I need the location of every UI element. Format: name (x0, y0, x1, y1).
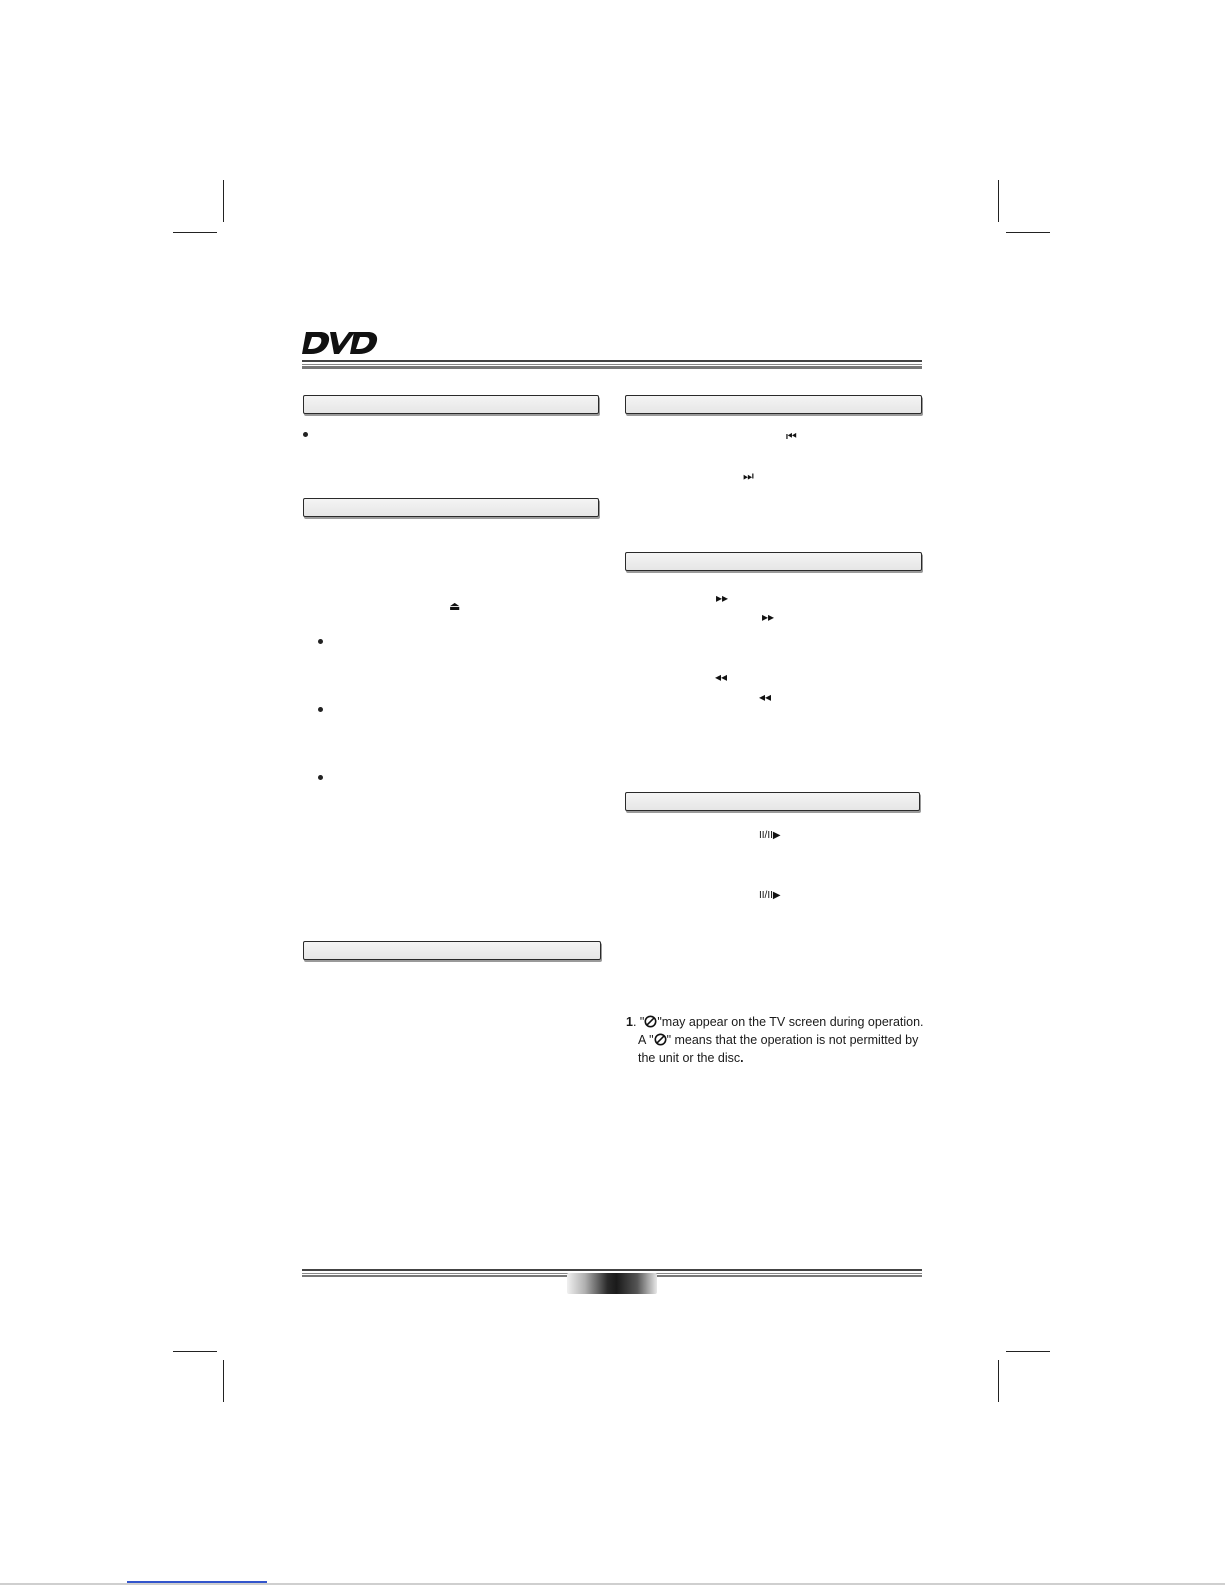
section-header-box (625, 792, 920, 811)
pause-play-icon: II/II▶ (759, 830, 781, 841)
note-text: . " (632, 1015, 645, 1029)
note-line-2 (638, 1031, 928, 1049)
crop-mark (1006, 1351, 1050, 1352)
note-number: 1 (626, 1015, 633, 1029)
dvd-logo (302, 330, 382, 356)
section-header-box (625, 395, 922, 414)
section-header-box (303, 395, 599, 414)
crop-mark (223, 1360, 224, 1402)
pause-play-icon: II/II▶ (759, 890, 781, 901)
bullet (318, 639, 323, 644)
header-rule (302, 364, 922, 365)
fast-forward-icon: ▸▸ (716, 591, 729, 605)
next-track-icon: ⏭ (743, 469, 754, 483)
header-rule (302, 366, 922, 369)
note-text: "may appear on the TV screen during operation. (657, 1015, 924, 1029)
crop-mark (998, 180, 999, 222)
previous-track-icon: ⏮ (786, 429, 797, 443)
crop-mark (173, 232, 217, 233)
eject-icon: ⏏ (449, 599, 461, 613)
prohibited-icon (644, 1015, 657, 1028)
crop-mark (223, 180, 224, 222)
crop-mark (173, 1351, 217, 1352)
note-line-1 (626, 1013, 926, 1031)
crop-mark (1006, 232, 1050, 233)
page-number-tab (567, 1273, 657, 1294)
rewind-icon: ◂◂ (759, 690, 772, 704)
note-text: . (740, 1051, 744, 1065)
note-line-3 (638, 1049, 928, 1067)
bullet (318, 707, 323, 712)
section-header-box (625, 552, 922, 571)
note-text: the unit or the disc (638, 1051, 741, 1065)
footer-rule (302, 1269, 922, 1271)
bullet (303, 432, 308, 437)
fast-forward-icon: ▸▸ (762, 610, 775, 624)
note-text: A " (638, 1033, 654, 1047)
header-rule (302, 360, 922, 362)
rewind-icon: ◂◂ (715, 670, 728, 684)
note-text: " means that the operation is not permitted by (666, 1033, 919, 1047)
section-header-box (303, 498, 599, 517)
crop-mark (998, 1360, 999, 1402)
prohibited-icon (654, 1033, 667, 1046)
section-header-box (303, 941, 601, 960)
bullet (318, 775, 323, 780)
